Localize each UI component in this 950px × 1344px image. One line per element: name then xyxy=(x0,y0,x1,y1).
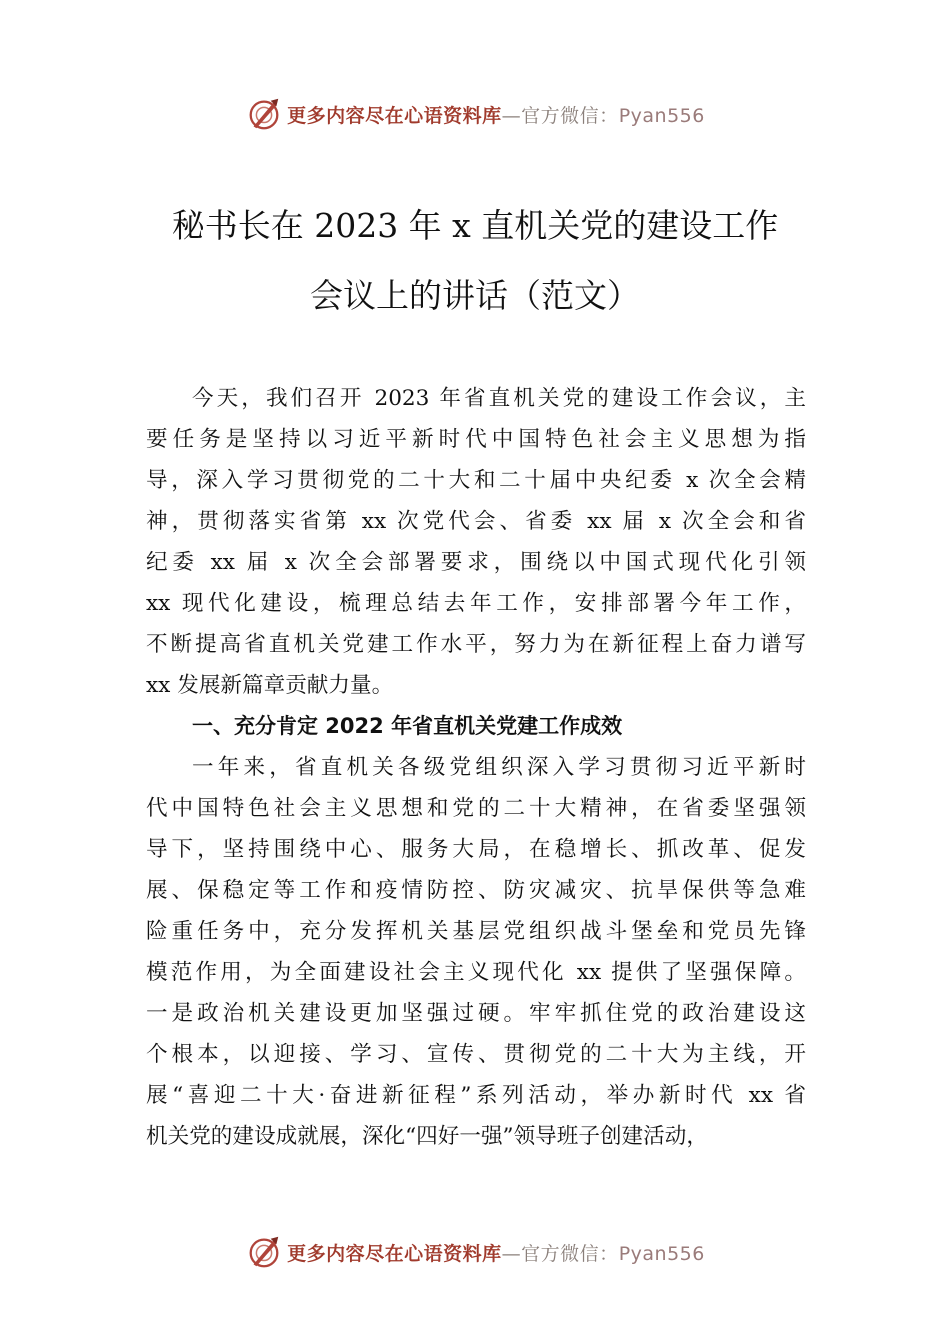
section-heading: 一、充分肯定 2022 年省直机关党建工作成效 xyxy=(192,714,623,738)
text-line: 个根本，以迎接、学习、宣传、贯彻党的二十大为主线，开 xyxy=(146,1042,806,1067)
watermark-brand: 更多内容尽在心语资料库 xyxy=(287,104,502,127)
text-line: 要任务是坚持以习近平新时代中国特色社会主义思想为指 xyxy=(146,427,806,452)
paragraph-section-1 xyxy=(146,747,806,1157)
watermark-text xyxy=(287,101,705,128)
text-line: 纪委 xx 届 x 次全会部署要求，围绕以中国式现代化引领 xyxy=(146,550,806,575)
watermark-text xyxy=(287,1239,705,1266)
text-line: 险重任务中，充分发挥机关基层党组织战斗堡垒和党员先锋 xyxy=(146,919,806,944)
text-line: 不断提高省直机关党建工作水平，努力为在新征程上奋力谱写 xyxy=(146,632,806,657)
watermark-dash: — xyxy=(501,1242,522,1265)
watermark-id: Pyan556 xyxy=(618,1242,705,1265)
text-line: 导，深入学习贯彻党的二十大和二十届中央纪委 x 次全会精 xyxy=(146,468,806,493)
text-line: 代中国特色社会主义思想和党的二十大精神，在省委坚强领 xyxy=(146,796,806,821)
watermark-footer xyxy=(0,1232,950,1272)
document-title-line-1: 秘书长在 2023 年 x 直机关党的建设工作 xyxy=(171,206,779,245)
text-line: 一年来，省直机关各级党组织深入学习贯彻习近平新时 xyxy=(192,755,806,780)
text-line: 一是政治机关建设更加坚强过硬。牢牢抓住党的政治建设这 xyxy=(146,1001,806,1026)
watermark-brand: 更多内容尽在心语资料库 xyxy=(287,1242,502,1265)
watermark-header xyxy=(0,94,950,134)
document-title-line-2: 会议上的讲话（范文） xyxy=(310,276,640,315)
watermark-label: 官方微信： xyxy=(521,104,619,127)
watermark-logo-icon xyxy=(245,1233,283,1271)
watermark-dash: — xyxy=(501,104,522,127)
watermark-logo-icon xyxy=(245,95,283,133)
text-line: 今天，我们召开 2023 年省直机关党的建设工作会议，主 xyxy=(192,386,806,411)
watermark-label: 官方微信： xyxy=(521,1242,619,1265)
text-line: 展、保稳定等工作和疫情防控、防灾减灾、抗旱保供等急难 xyxy=(146,878,806,903)
text-line: 模范作用，为全面建设社会主义现代化 xx 提供了坚强保障。 xyxy=(146,960,806,985)
text-line: xx 现代化建设，梳理总结去年工作，安排部署今年工作， xyxy=(146,591,806,616)
document-body xyxy=(146,378,806,1157)
text-line: 机关党的建设成就展，深化“四好一强”领导班子创建活动， xyxy=(146,1124,708,1149)
watermark-id: Pyan556 xyxy=(618,104,705,127)
paragraph-intro xyxy=(146,378,806,706)
text-line: 展“喜迎二十大·奋进新征程”系列活动，举办新时代 xx 省 xyxy=(146,1083,806,1108)
text-line: 神，贯彻落实省第 xx 次党代会、省委 xx 届 x 次全会和省 xyxy=(146,509,806,534)
text-line: xx 发展新篇章贡献力量。 xyxy=(146,673,394,698)
text-line: 导下，坚持围绕中心、服务大局，在稳增长、抓改革、促发 xyxy=(146,837,806,862)
